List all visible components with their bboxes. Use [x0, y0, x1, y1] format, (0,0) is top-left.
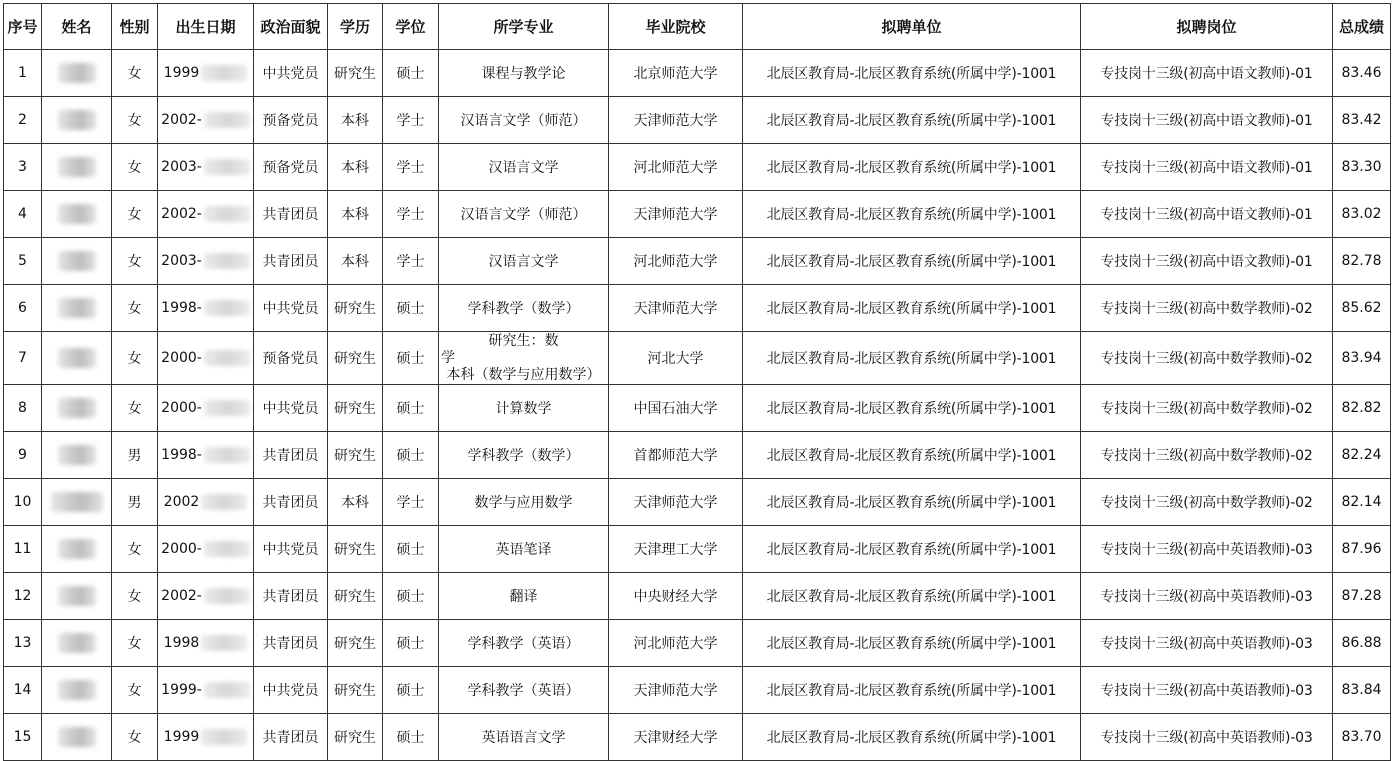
cell-school: 中央财经大学 [609, 573, 743, 620]
cell-major [439, 332, 609, 385]
cell-major: 翻译 [439, 573, 609, 620]
cell-major: 英语语言文学 [439, 714, 609, 761]
cell-unit: 北辰区教育局-北辰区教育系统(所属中学)-1001 [743, 432, 1081, 479]
cell-post: 专技岗十三级(初高中语文教师)-01 [1081, 238, 1333, 285]
cell-post: 专技岗十三级(初高中语文教师)-01 [1081, 144, 1333, 191]
cell-post: 专技岗十三级(初高中英语教师)-03 [1081, 573, 1333, 620]
cell-score: 87.96 [1333, 526, 1391, 573]
cell-gender: 女 [112, 144, 158, 191]
cell-name [42, 238, 112, 285]
cell-post: 专技岗十三级(初高中英语教师)-03 [1081, 714, 1333, 761]
cell-name [42, 191, 112, 238]
table-row [4, 238, 1391, 285]
header-seq: 序号 [4, 4, 42, 50]
cell-name [42, 144, 112, 191]
cell-education: 研究生 [328, 50, 383, 97]
cell-gender: 男 [112, 479, 158, 526]
cell-education: 研究生 [328, 714, 383, 761]
redacted-dob [204, 159, 250, 175]
cell-post: 专技岗十三级(初高中数学教师)-02 [1081, 432, 1333, 479]
cell-seq: 6 [4, 285, 42, 332]
cell-degree: 硕士 [383, 573, 439, 620]
cell-seq: 15 [4, 714, 42, 761]
cell-name [42, 285, 112, 332]
dob-visible: 2002 [163, 494, 200, 510]
cell-dob [158, 667, 254, 714]
cell-score: 83.02 [1333, 191, 1391, 238]
dob-visible: 1998 [163, 635, 200, 651]
redacted-name [58, 63, 96, 83]
major-line: 学 [441, 349, 455, 366]
cell-school: 中国石油大学 [609, 385, 743, 432]
cell-political: 预备党员 [254, 97, 328, 144]
cell-name [42, 385, 112, 432]
cell-school: 河北师范大学 [609, 144, 743, 191]
header-score: 总成绩 [1333, 4, 1391, 50]
cell-name [42, 620, 112, 667]
cell-name [42, 526, 112, 573]
cell-education: 本科 [328, 144, 383, 191]
cell-major: 学科教学（英语） [439, 620, 609, 667]
cell-political: 共青团员 [254, 432, 328, 479]
redacted-name [58, 251, 96, 271]
cell-dob [158, 285, 254, 332]
cell-major: 数学与应用数学 [439, 479, 609, 526]
cell-score: 87.28 [1333, 573, 1391, 620]
cell-seq: 12 [4, 573, 42, 620]
cell-major: 汉语言文学（师范） [439, 191, 609, 238]
cell-education: 本科 [328, 97, 383, 144]
redacted-name [58, 586, 96, 606]
cell-degree: 学士 [383, 97, 439, 144]
cell-major: 课程与教学论 [439, 50, 609, 97]
cell-major: 汉语言文学 [439, 144, 609, 191]
cell-degree: 硕士 [383, 667, 439, 714]
redacted-name [58, 633, 96, 653]
cell-school: 天津师范大学 [609, 479, 743, 526]
header-degree: 学位 [383, 4, 439, 50]
cell-name [42, 432, 112, 479]
cell-degree: 硕士 [383, 50, 439, 97]
cell-post: 专技岗十三级(初高中语文教师)-01 [1081, 97, 1333, 144]
redacted-dob [201, 494, 247, 510]
table-row [4, 573, 1391, 620]
cell-dob [158, 97, 254, 144]
redacted-name [58, 298, 96, 318]
cell-unit: 北辰区教育局-北辰区教育系统(所属中学)-1001 [743, 144, 1081, 191]
cell-seq: 4 [4, 191, 42, 238]
cell-name [42, 50, 112, 97]
cell-post: 专技岗十三级(初高中语文教师)-01 [1081, 191, 1333, 238]
cell-gender: 女 [112, 667, 158, 714]
cell-unit: 北辰区教育局-北辰区教育系统(所属中学)-1001 [743, 714, 1081, 761]
table-row [4, 50, 1391, 97]
cell-education: 本科 [328, 479, 383, 526]
cell-seq: 2 [4, 97, 42, 144]
table-row [4, 285, 1391, 332]
major-line: 本科（数学与应用数学） [446, 366, 601, 383]
recruitment-table [3, 3, 1391, 761]
cell-unit: 北辰区教育局-北辰区教育系统(所属中学)-1001 [743, 385, 1081, 432]
cell-unit: 北辰区教育局-北辰区教育系统(所属中学)-1001 [743, 285, 1081, 332]
redacted-dob [204, 447, 250, 463]
cell-school: 天津师范大学 [609, 97, 743, 144]
cell-education: 本科 [328, 238, 383, 285]
redacted-name [58, 539, 96, 559]
header-major: 所学专业 [439, 4, 609, 50]
cell-education: 研究生 [328, 432, 383, 479]
cell-dob [158, 50, 254, 97]
cell-education: 研究生 [328, 332, 383, 385]
dob-visible: 2003- [161, 159, 202, 175]
cell-name [42, 667, 112, 714]
cell-school: 河北师范大学 [609, 238, 743, 285]
header-dob: 出生日期 [158, 4, 254, 50]
cell-post: 专技岗十三级(初高中数学教师)-02 [1081, 332, 1333, 385]
table-row [4, 191, 1391, 238]
cell-degree: 硕士 [383, 526, 439, 573]
cell-seq: 13 [4, 620, 42, 667]
dob-visible: 2000- [161, 541, 202, 557]
cell-school: 北京师范大学 [609, 50, 743, 97]
cell-degree: 硕士 [383, 620, 439, 667]
cell-score: 83.46 [1333, 50, 1391, 97]
table-row [4, 479, 1391, 526]
cell-political: 预备党员 [254, 332, 328, 385]
cell-education: 研究生 [328, 385, 383, 432]
cell-post: 专技岗十三级(初高中数学教师)-02 [1081, 479, 1333, 526]
cell-education: 本科 [328, 191, 383, 238]
dob-visible: 1999 [163, 729, 200, 745]
redacted-name [58, 398, 96, 418]
cell-seq: 8 [4, 385, 42, 432]
cell-degree: 硕士 [383, 714, 439, 761]
cell-unit: 北辰区教育局-北辰区教育系统(所属中学)-1001 [743, 238, 1081, 285]
cell-political: 中共党员 [254, 667, 328, 714]
cell-gender: 女 [112, 620, 158, 667]
cell-degree: 学士 [383, 479, 439, 526]
cell-name [42, 97, 112, 144]
table-row [4, 332, 1391, 385]
dob-visible: 2003- [161, 253, 202, 269]
cell-political: 共青团员 [254, 479, 328, 526]
cell-political: 中共党员 [254, 526, 328, 573]
redacted-name [58, 204, 96, 224]
dob-visible: 2000- [161, 400, 202, 416]
cell-political: 中共党员 [254, 285, 328, 332]
cell-gender: 女 [112, 385, 158, 432]
redacted-dob [204, 300, 250, 316]
major-line: 研究生：数 [488, 332, 559, 349]
cell-school: 天津理工大学 [609, 526, 743, 573]
cell-major: 汉语言文学 [439, 238, 609, 285]
table-row [4, 714, 1391, 761]
cell-score: 83.94 [1333, 332, 1391, 385]
cell-political: 共青团员 [254, 238, 328, 285]
redacted-dob [204, 541, 250, 557]
cell-seq: 10 [4, 479, 42, 526]
cell-post: 专技岗十三级(初高中英语教师)-03 [1081, 620, 1333, 667]
cell-unit: 北辰区教育局-北辰区教育系统(所属中学)-1001 [743, 479, 1081, 526]
cell-gender: 女 [112, 573, 158, 620]
dob-visible: 2002- [161, 588, 202, 604]
cell-seq: 1 [4, 50, 42, 97]
redacted-name [58, 445, 96, 465]
cell-unit: 北辰区教育局-北辰区教育系统(所属中学)-1001 [743, 573, 1081, 620]
cell-dob [158, 479, 254, 526]
cell-education: 研究生 [328, 667, 383, 714]
cell-gender: 女 [112, 714, 158, 761]
cell-score: 83.70 [1333, 714, 1391, 761]
cell-score: 86.88 [1333, 620, 1391, 667]
dob-visible: 1999 [163, 65, 200, 81]
cell-gender: 女 [112, 50, 158, 97]
header-row [4, 4, 1391, 50]
cell-post: 专技岗十三级(初高中数学教师)-02 [1081, 385, 1333, 432]
redacted-name [51, 492, 103, 512]
cell-school: 首都师范大学 [609, 432, 743, 479]
cell-degree: 学士 [383, 191, 439, 238]
redacted-name [58, 727, 96, 747]
table-row [4, 385, 1391, 432]
cell-education: 研究生 [328, 285, 383, 332]
header-gender: 性别 [112, 4, 158, 50]
cell-dob [158, 573, 254, 620]
cell-school: 天津财经大学 [609, 714, 743, 761]
redacted-dob [201, 635, 247, 651]
redacted-dob [204, 588, 250, 604]
table-row [4, 144, 1391, 191]
cell-gender: 女 [112, 285, 158, 332]
dob-visible: 2002- [161, 112, 202, 128]
cell-score: 83.42 [1333, 97, 1391, 144]
cell-political: 中共党员 [254, 385, 328, 432]
redacted-dob [204, 400, 250, 416]
cell-school: 天津师范大学 [609, 285, 743, 332]
cell-major: 计算数学 [439, 385, 609, 432]
cell-political: 共青团员 [254, 620, 328, 667]
cell-gender: 女 [112, 97, 158, 144]
redacted-dob [204, 206, 250, 222]
cell-unit: 北辰区教育局-北辰区教育系统(所属中学)-1001 [743, 526, 1081, 573]
dob-visible: 2002- [161, 206, 202, 222]
table-row [4, 526, 1391, 573]
cell-school: 河北大学 [609, 332, 743, 385]
redacted-name [58, 680, 96, 700]
cell-post: 专技岗十三级(初高中数学教师)-02 [1081, 285, 1333, 332]
cell-major: 英语笔译 [439, 526, 609, 573]
cell-seq: 7 [4, 332, 42, 385]
cell-education: 研究生 [328, 573, 383, 620]
cell-dob [158, 432, 254, 479]
cell-degree: 学士 [383, 238, 439, 285]
cell-political: 共青团员 [254, 191, 328, 238]
cell-gender: 女 [112, 526, 158, 573]
cell-degree: 硕士 [383, 385, 439, 432]
cell-political: 共青团员 [254, 573, 328, 620]
cell-seq: 14 [4, 667, 42, 714]
cell-name [42, 573, 112, 620]
cell-dob [158, 620, 254, 667]
cell-post: 专技岗十三级(初高中语文教师)-01 [1081, 50, 1333, 97]
cell-degree: 学士 [383, 144, 439, 191]
cell-name [42, 479, 112, 526]
table-row [4, 667, 1391, 714]
cell-degree: 硕士 [383, 432, 439, 479]
cell-major: 学科教学（英语） [439, 667, 609, 714]
cell-score: 82.24 [1333, 432, 1391, 479]
redacted-dob [201, 65, 247, 81]
cell-gender: 女 [112, 191, 158, 238]
cell-dob [158, 526, 254, 573]
redacted-name [58, 348, 96, 368]
table-row [4, 97, 1391, 144]
cell-political: 共青团员 [254, 714, 328, 761]
cell-score: 82.14 [1333, 479, 1391, 526]
header-school: 毕业院校 [609, 4, 743, 50]
header-political: 政治面貌 [254, 4, 328, 50]
cell-unit: 北辰区教育局-北辰区教育系统(所属中学)-1001 [743, 191, 1081, 238]
cell-unit: 北辰区教育局-北辰区教育系统(所属中学)-1001 [743, 667, 1081, 714]
cell-score: 83.30 [1333, 144, 1391, 191]
cell-score: 83.84 [1333, 667, 1391, 714]
redacted-dob [201, 729, 247, 745]
cell-score: 85.62 [1333, 285, 1391, 332]
cell-degree: 硕士 [383, 332, 439, 385]
table-row [4, 432, 1391, 479]
cell-school: 天津师范大学 [609, 667, 743, 714]
redacted-dob [204, 682, 250, 698]
dob-visible: 1998- [161, 300, 202, 316]
redacted-name [58, 110, 96, 130]
header-unit: 拟聘单位 [743, 4, 1081, 50]
redacted-dob [204, 112, 250, 128]
cell-gender: 女 [112, 332, 158, 385]
redacted-name [58, 157, 96, 177]
cell-political: 预备党员 [254, 144, 328, 191]
cell-unit: 北辰区教育局-北辰区教育系统(所属中学)-1001 [743, 50, 1081, 97]
cell-score: 82.82 [1333, 385, 1391, 432]
redacted-dob [204, 350, 250, 366]
cell-dob [158, 385, 254, 432]
cell-post: 专技岗十三级(初高中英语教师)-03 [1081, 526, 1333, 573]
redacted-dob [204, 253, 250, 269]
cell-unit: 北辰区教育局-北辰区教育系统(所属中学)-1001 [743, 332, 1081, 385]
cell-seq: 9 [4, 432, 42, 479]
dob-visible: 2000- [161, 350, 202, 366]
cell-unit: 北辰区教育局-北辰区教育系统(所属中学)-1001 [743, 620, 1081, 667]
cell-seq: 3 [4, 144, 42, 191]
cell-major: 汉语言文学（师范） [439, 97, 609, 144]
header-education: 学历 [328, 4, 383, 50]
cell-major: 学科教学（数学） [439, 285, 609, 332]
header-name: 姓名 [42, 4, 112, 50]
dob-visible: 1999- [161, 682, 202, 698]
cell-major: 学科教学（数学） [439, 432, 609, 479]
cell-seq: 11 [4, 526, 42, 573]
header-post: 拟聘岗位 [1081, 4, 1333, 50]
cell-post: 专技岗十三级(初高中英语教师)-03 [1081, 667, 1333, 714]
dob-visible: 1998- [161, 447, 202, 463]
table-row [4, 620, 1391, 667]
cell-political: 中共党员 [254, 50, 328, 97]
cell-seq: 5 [4, 238, 42, 285]
cell-score: 82.78 [1333, 238, 1391, 285]
cell-degree: 硕士 [383, 285, 439, 332]
cell-name [42, 714, 112, 761]
cell-education: 研究生 [328, 526, 383, 573]
cell-school: 河北师范大学 [609, 620, 743, 667]
cell-dob [158, 332, 254, 385]
cell-dob [158, 238, 254, 285]
cell-dob [158, 144, 254, 191]
cell-unit: 北辰区教育局-北辰区教育系统(所属中学)-1001 [743, 97, 1081, 144]
cell-name [42, 332, 112, 385]
cell-dob [158, 714, 254, 761]
cell-dob [158, 191, 254, 238]
cell-school: 天津师范大学 [609, 191, 743, 238]
cell-education: 研究生 [328, 620, 383, 667]
cell-gender: 女 [112, 238, 158, 285]
cell-gender: 男 [112, 432, 158, 479]
